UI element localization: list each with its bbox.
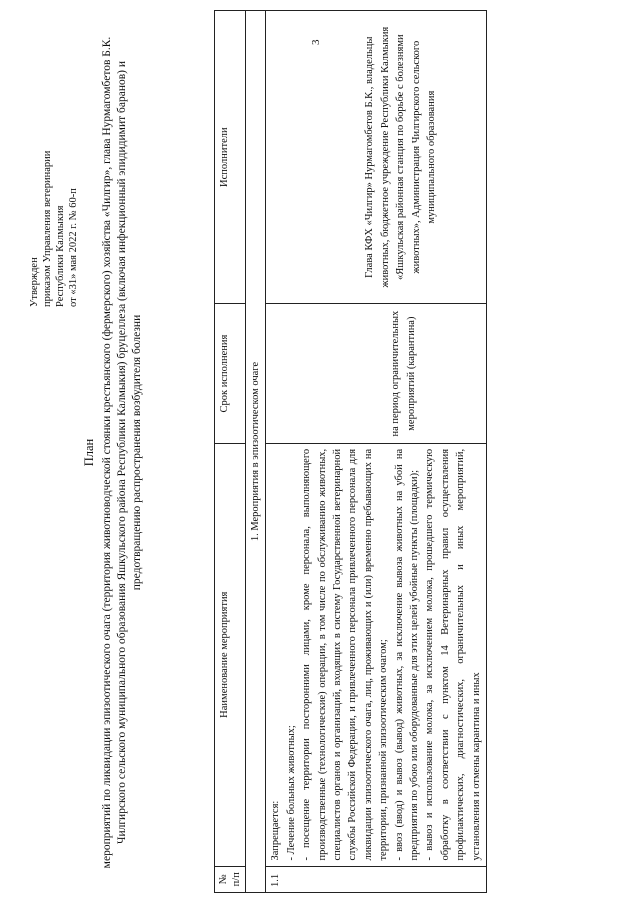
page-number: 3 xyxy=(310,39,322,45)
table-header-row xyxy=(215,11,246,893)
header-number: № п/п xyxy=(215,866,246,892)
approval-line: Утвержден xyxy=(29,257,40,307)
measure-line: - посещение территории посторонними лицами, кроме персонала, выполняющего производственные (технологические) операции, в том числе по обслуживанию животных, специалистов органов и организаций, входящих в систему Государственной ветеринарной службы Российской Федерации, и привлеченного персонала привлеченного персонала для ликвидации эпизоотического очага, лиц, проживающих и (или) временно пребывающих на территории, признанной эпизоотическим очагом; xyxy=(301,448,390,861)
approval-stamp xyxy=(28,151,80,307)
measure-line: - Лечение больных животных; xyxy=(285,725,297,861)
measure-line: - вывоз и использование молока, за исключением молока, прошедшего термическую обработку в соответствии с пунктом 14 Ветеринарных правил осуществления профилактических, диагностических, ограничительных и иных мероприятий, установления и отмены карантина и иных xyxy=(424,448,482,861)
measure-description xyxy=(266,443,487,866)
measures-table xyxy=(214,10,487,893)
term-text: на период ограничительных мероприятий (карантина) xyxy=(390,310,417,437)
approval-line: от «31» мая 2022 г. № 60-п xyxy=(68,188,79,307)
document-title: План xyxy=(82,438,96,467)
header-measure-name: Наименование мероприятия xyxy=(215,443,246,866)
document-subtitle: мероприятий по ликвидации эпизоотического очага (территория животноводческой стоянки крестьянского (фермерского) хозяйства «Чилгир», глава Нурмагомбетов Б.К. Чилгирского сельского муниципального образования Яшкульского района Республики Калмыкия) бруцеллеза (включая инфекционный эпидидимит баранов) и предотвращению распространения возбудителя болезни xyxy=(101,36,143,869)
approval-line: приказом Управления ветеринарии xyxy=(42,150,53,307)
executors-cell xyxy=(266,11,487,304)
table-row xyxy=(266,11,487,893)
header-term: Срок исполнения xyxy=(215,304,246,444)
section-title: 1. Мероприятия в эпизоотическом очаге xyxy=(246,11,266,893)
measure-line: - ввоз (ввод) и вывоз (вывод) животных, за исключение вывоза животных на убой на предприятия по убою или оборудованные для этих целей убойные пункты (площадки); xyxy=(393,448,421,861)
approval-line: Республики Калмыкия xyxy=(55,205,66,307)
term-cell xyxy=(266,304,487,444)
section-row xyxy=(246,11,266,893)
executors-text: Глава КФХ «Чилгир» Нурмагомбетов Б.К., владельцы животных, бюджетное учреждение Республики Калмыкия «Яшкульская районная станция по борьбе с болезнями животных», Администрация Чилгирского сельского муниципального образования xyxy=(364,26,438,288)
row-number: 1.1 xyxy=(266,866,487,892)
measure-line: Запрещается: xyxy=(270,800,282,861)
header-executors: Исполнители xyxy=(215,11,246,304)
